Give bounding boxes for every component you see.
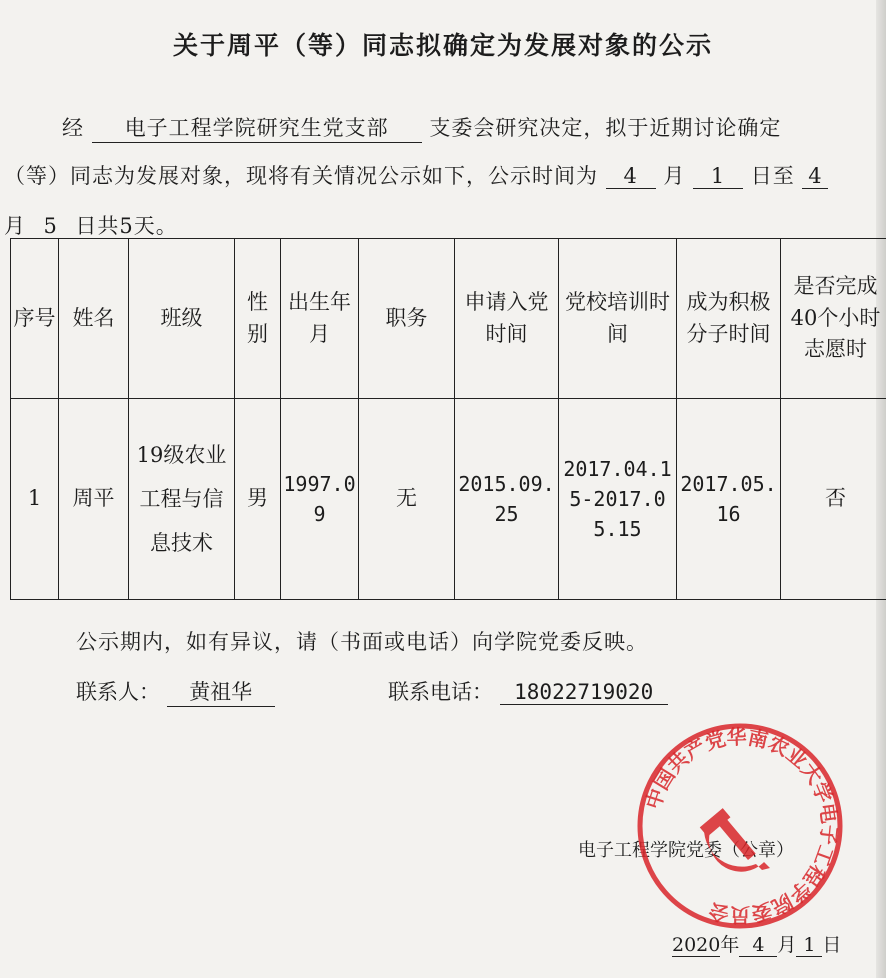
intro-prefix: 经 [62, 116, 84, 140]
candidate-table [10, 238, 886, 600]
intro-text-2: （等）同志为发展对象，现将有关情况公示如下，公示时间为 [4, 164, 598, 188]
intro-line-1 [62, 112, 781, 143]
contact-person: 黄祖华 [167, 676, 275, 707]
intro-line-3 [4, 210, 178, 240]
objection-notice: 公示期内，如有异议，请（书面或电话）向学院党委反映。 [76, 630, 648, 654]
end-month: 4 [802, 164, 828, 189]
date-year: 2020 [672, 934, 721, 956]
cell-activist-time: 2017.05.16 [677, 399, 781, 600]
contact-phone: 18022719020 [500, 680, 668, 705]
official-seal [634, 720, 846, 932]
cell-volunteer: 否 [781, 399, 886, 600]
intro-suffix: 日共5天。 [75, 214, 178, 238]
start-month: 4 [606, 164, 656, 189]
header-training-time: 党校培训时间 [559, 239, 677, 399]
header-name: 姓名 [59, 239, 129, 399]
date-day-char: 日 [822, 934, 842, 956]
end-day: 5 [34, 214, 68, 239]
table-row [11, 399, 886, 600]
cell-class: 19级农业工程与信息技术 [129, 399, 235, 600]
date-month-char: 月 [777, 934, 797, 956]
table-header-row [11, 239, 886, 399]
signature-line: 电子工程学院党委（公章） [578, 840, 794, 861]
header-position: 职务 [359, 239, 455, 399]
header-birth: 出生年月 [281, 239, 359, 399]
header-activist-time: 成为积极分子时间 [677, 239, 781, 399]
cell-training-time: 2017.04.15-2017.05.15 [559, 399, 677, 600]
document-date [672, 930, 841, 957]
cell-position: 无 [359, 399, 455, 600]
header-volunteer: 是否完成40个小时志愿时 [781, 239, 886, 399]
header-gender: 性别 [235, 239, 281, 399]
end-month-char: 月 [4, 214, 26, 238]
start-day: 1 [693, 164, 743, 189]
party-branch-name: 电子工程学院研究生党支部 [92, 112, 422, 143]
date-day: 1 [796, 934, 822, 957]
seal-text: 中国共产党华南农业大学电子工程学院委员会 [640, 724, 842, 928]
cell-apply-time: 2015.09.25 [455, 399, 559, 600]
date-month: 4 [739, 934, 777, 957]
cell-gender: 男 [235, 399, 281, 600]
date-year-char: 年 [720, 934, 740, 956]
intro-text-1: 支委会研究决定，拟于近期讨论确定 [429, 116, 782, 140]
header-apply-time: 申请入党时间 [455, 239, 559, 399]
hammer-sickle-icon [700, 808, 770, 872]
header-seq: 序号 [11, 239, 59, 399]
cell-name: 周平 [59, 399, 129, 600]
contact-person-label: 联系人： [76, 680, 160, 704]
header-class: 班级 [129, 239, 235, 399]
contact-person-line [76, 676, 275, 707]
document-title: 关于周平（等）同志拟确定为发展对象的公示 [172, 31, 713, 60]
contact-phone-line [388, 676, 668, 706]
contact-phone-label: 联系电话： [388, 680, 493, 704]
intro-line-2 [4, 160, 828, 190]
cell-birth: 1997.09 [281, 399, 359, 600]
cell-seq: 1 [11, 399, 59, 600]
to-text: 日至 [750, 164, 795, 188]
start-month-char: 月 [663, 164, 686, 188]
